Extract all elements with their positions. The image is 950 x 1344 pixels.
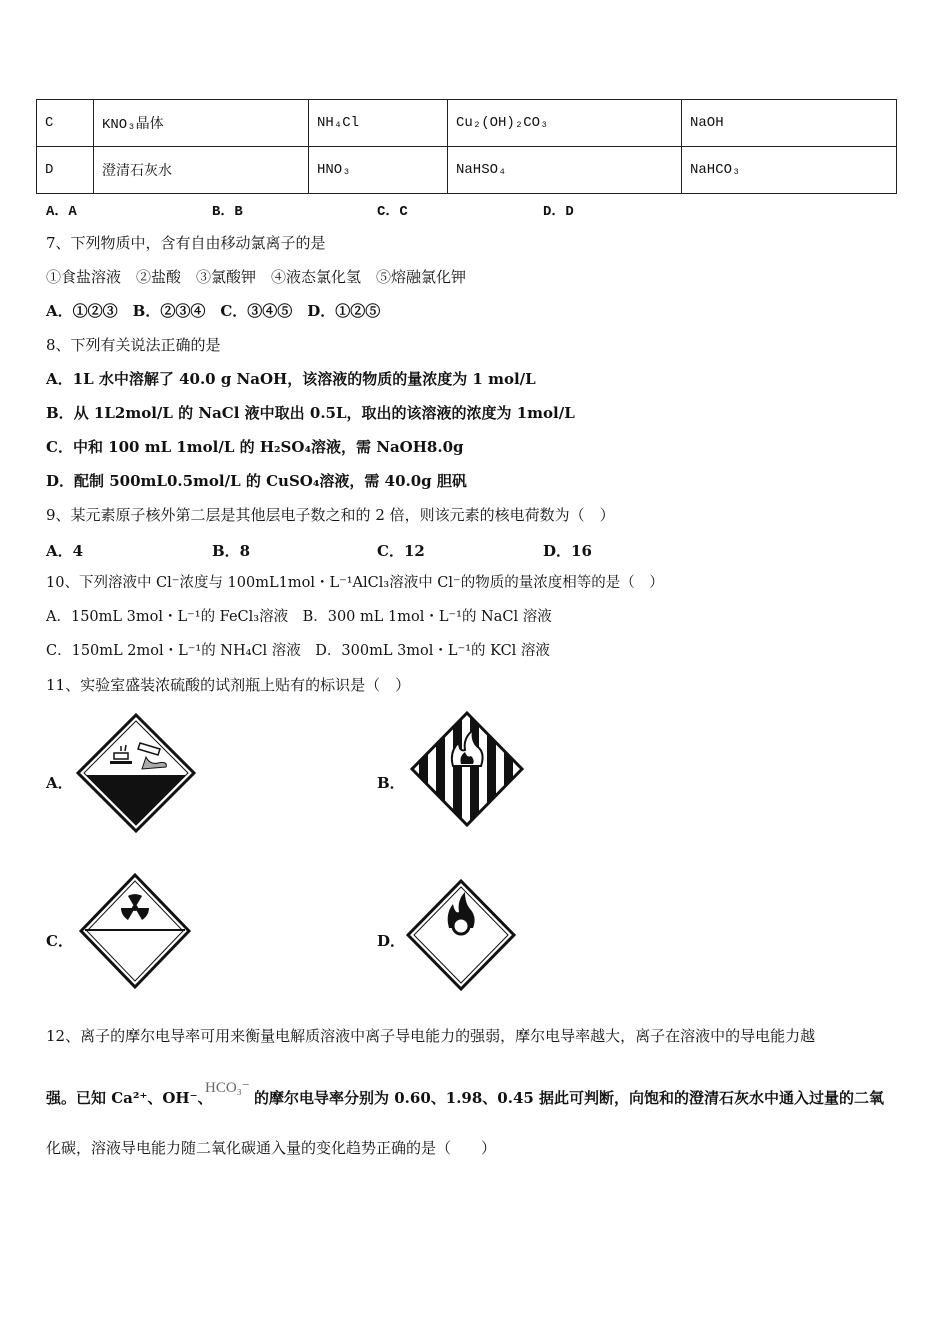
q9-option-a: A．4 bbox=[46, 542, 84, 560]
corrosive-sign-icon bbox=[76, 713, 196, 833]
q11-label-c: C． bbox=[46, 932, 73, 950]
q11-stem: 11、实验室盛装浓硫酸的试剂瓶上贴有的标识是（ ） bbox=[46, 676, 411, 694]
q9-stem: 9、某元素原子核外第二层是其他层电子数之和的 2 倍，则该元素的核电荷数为（ ） bbox=[46, 506, 615, 524]
oxidizer-sign-icon bbox=[405, 878, 517, 992]
table-cell: D bbox=[37, 147, 94, 194]
reagent-table bbox=[36, 99, 897, 194]
q10-options-ab: A．150mL 3mol・L⁻¹的 FeCl₃溶液 B．300 mL 1mol・L⁻¹的 NaCl 溶液 bbox=[46, 609, 552, 625]
q12-line1: 12、离子的摩尔电导率可用来衡量电解质溶液中离子导电能力的强弱，摩尔电导率越大，离子在溶液中的导电能力越 bbox=[46, 1027, 816, 1045]
table-cell: KNO₃晶体 bbox=[94, 100, 309, 147]
q9-option-c: C．12 bbox=[377, 542, 425, 560]
q6-option-c: C．C bbox=[377, 204, 408, 220]
table-cell: 澄清石灰水 bbox=[94, 147, 309, 194]
flammable-solid-sign-icon bbox=[409, 710, 525, 828]
q6-option-a: A．A bbox=[46, 204, 77, 220]
q12-line2b: 的摩尔电导率分别为 0.60、1.98、0.45 据此可判断，向饱和的澄清石灰水中通入过量的二氧 bbox=[254, 1089, 885, 1107]
q11-label-b: B． bbox=[377, 774, 405, 792]
q7-options: A．①②③ B．②③④ C．③④⑤ D．①②⑤ bbox=[46, 302, 381, 320]
q8-option-c: C．中和 100 mL 1mol/L 的 H₂SO₄溶液，需 NaOH8.0g bbox=[46, 438, 464, 456]
table-cell: NH₄Cl bbox=[309, 100, 448, 147]
table-cell: HNO₃ bbox=[309, 147, 448, 194]
q10-options-cd: C．150mL 2mol・L⁻¹的 NH₄Cl 溶液 D．300mL 3mol・L⁻¹的 KCl 溶液 bbox=[46, 643, 550, 659]
q7-stem: 7、下列物质中，含有自由移动氯离子的是 bbox=[46, 234, 326, 252]
q11-label-a: A． bbox=[46, 774, 73, 792]
q8-option-d: D．配制 500mL0.5mol/L 的 CuSO₄溶液，需 40.0g 胆矾 bbox=[46, 472, 467, 490]
q6-option-b: B．B bbox=[212, 204, 243, 220]
q6-option-d: D．D bbox=[543, 204, 574, 220]
table-cell: NaOH bbox=[682, 100, 897, 147]
q6-options bbox=[0, 200, 950, 220]
table-row bbox=[37, 100, 897, 147]
table-cell: NaHSO₄ bbox=[448, 147, 682, 194]
table-cell: C bbox=[37, 100, 94, 147]
table-cell: Cu₂(OH)₂CO₃ bbox=[448, 100, 682, 147]
q9-option-b: B．8 bbox=[212, 542, 251, 560]
q8-option-b: B．从 1L2mol/L 的 NaCl 液中取出 0.5L，取出的该溶液的浓度为 1mol/L bbox=[46, 404, 575, 422]
q12-line2a: 强。已知 Ca²⁺、OH⁻、 bbox=[46, 1089, 213, 1107]
q10-stem: 10、下列溶液中 Cl⁻浓度与 100mL1mol・L⁻¹AlCl₃溶液中 Cl⁻的物质的量浓度相等的是（ ） bbox=[46, 575, 664, 591]
table-cell: NaHCO₃ bbox=[682, 147, 897, 194]
q12-line3: 化碳，溶液导电能力随二氧化碳通入量的变化趋势正确的是（ ） bbox=[46, 1139, 497, 1157]
table-row bbox=[37, 147, 897, 194]
bicarbonate-formula: HCO₃⁻ bbox=[205, 1080, 250, 1096]
radioactive-sign-icon bbox=[78, 872, 192, 990]
q9-options bbox=[0, 540, 950, 560]
q9-option-d: D．16 bbox=[543, 542, 592, 560]
q7-items: ①食盐溶液 ②盐酸 ③氯酸钾 ④液态氯化氢 ⑤熔融氯化钾 bbox=[46, 268, 467, 286]
q8-option-a: A．1L 水中溶解了 40.0 g NaOH，该溶液的物质的量浓度为 1 mol/L bbox=[46, 370, 536, 388]
q11-label-d: D． bbox=[377, 932, 406, 950]
q8-stem: 8、下列有关说法正确的是 bbox=[46, 336, 221, 354]
